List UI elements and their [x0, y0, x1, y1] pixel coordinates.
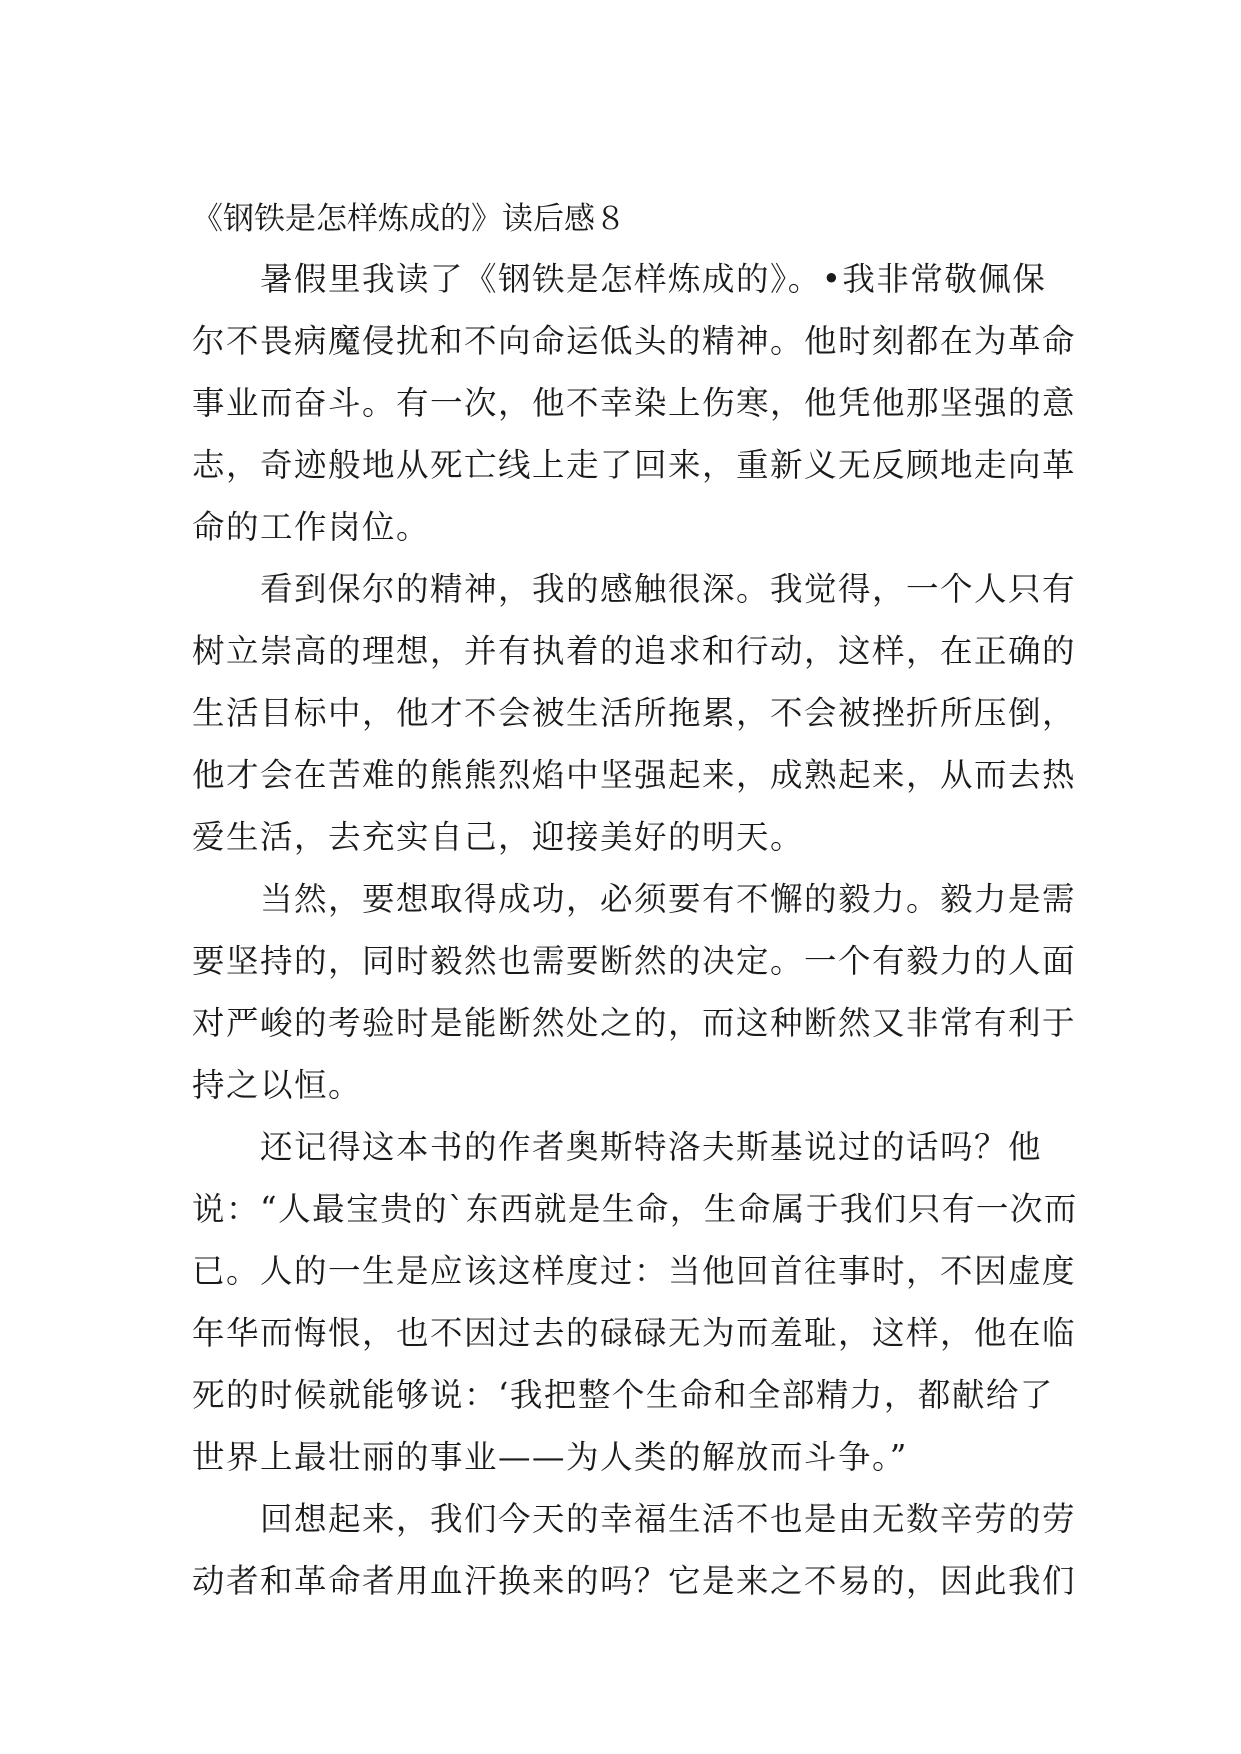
paragraph-line: 他才会在苦难的熊熊烈焰中坚强起来，成熟起来，从而去热 [192, 756, 1077, 794]
paragraph-line: 树立崇高的理想，并有执着的追求和行动，这样，在正确的 [192, 632, 1077, 670]
paragraph-line: 看到保尔的精神，我的感触很深。我觉得，一个人只有 [260, 570, 1077, 608]
paragraph-line: 当然，要想取得成功，必须要有不懈的毅力。毅力是需 [260, 880, 1077, 918]
paragraph-line: 尔不畏病魔侵扰和不向命运低头的精神。他时刻都在为革命 [192, 322, 1077, 360]
paragraph-line: 爱生活，去充实自己，迎接美好的明天。 [192, 818, 805, 856]
paragraph-line: 生活目标中，他才不会被生活所拖累，不会被挫折所压倒， [192, 694, 1077, 732]
paragraph-line: 死的时候就能够说：‘我把整个生命和全部精力，都献给了 [192, 1376, 1054, 1414]
paragraph-line: 世界上最壮丽的事业——为人类的解放而斗争。” [192, 1438, 908, 1476]
paragraph-line: 要坚持的，同时毅然也需要断然的决定。一个有毅力的人面 [192, 942, 1077, 980]
paragraph-line: 事业而奋斗。有一次，他不幸染上伤寒，他凭他那坚强的意 [192, 384, 1077, 422]
paragraph-line: 对严峻的考验时是能断然处之的，而这种断然又非常有利于 [192, 1004, 1077, 1042]
paragraph-line: 命的工作岗位。 [192, 508, 431, 546]
paragraph-line: 持之以恒。 [192, 1066, 363, 1104]
paragraph-line: 志，奇迹般地从死亡线上走了回来，重新义无反顾地走向革 [192, 446, 1077, 484]
document-title: 《钢铁是怎样炼成的》读后感８ [192, 201, 626, 237]
paragraph-line: 还记得这本书的作者奥斯特洛夫斯基说过的话吗？他 [260, 1128, 1043, 1166]
paragraph-line: 说：“人最宝贵的`东西就是生命，生命属于我们只有一次而 [192, 1190, 1078, 1228]
paragraph-line: 年华而悔恨，也不因过去的碌碌无为而羞耻，这样，他在临 [192, 1314, 1077, 1352]
paragraph-line: 暑假里我读了《钢铁是怎样炼成的》。•我非常敬佩保 [260, 260, 1047, 298]
document-body [192, 190, 1078, 1612]
paragraph-line: 动者和革命者用血汗换来的吗？它是来之不易的，因此我们 [192, 1562, 1077, 1600]
paragraph-line: 已。人的一生是应该这样度过：当他回首往事时，不因虚度 [192, 1252, 1077, 1290]
paragraph-line: 回想起来，我们今天的幸福生活不也是由无数辛劳的劳 [260, 1500, 1077, 1538]
